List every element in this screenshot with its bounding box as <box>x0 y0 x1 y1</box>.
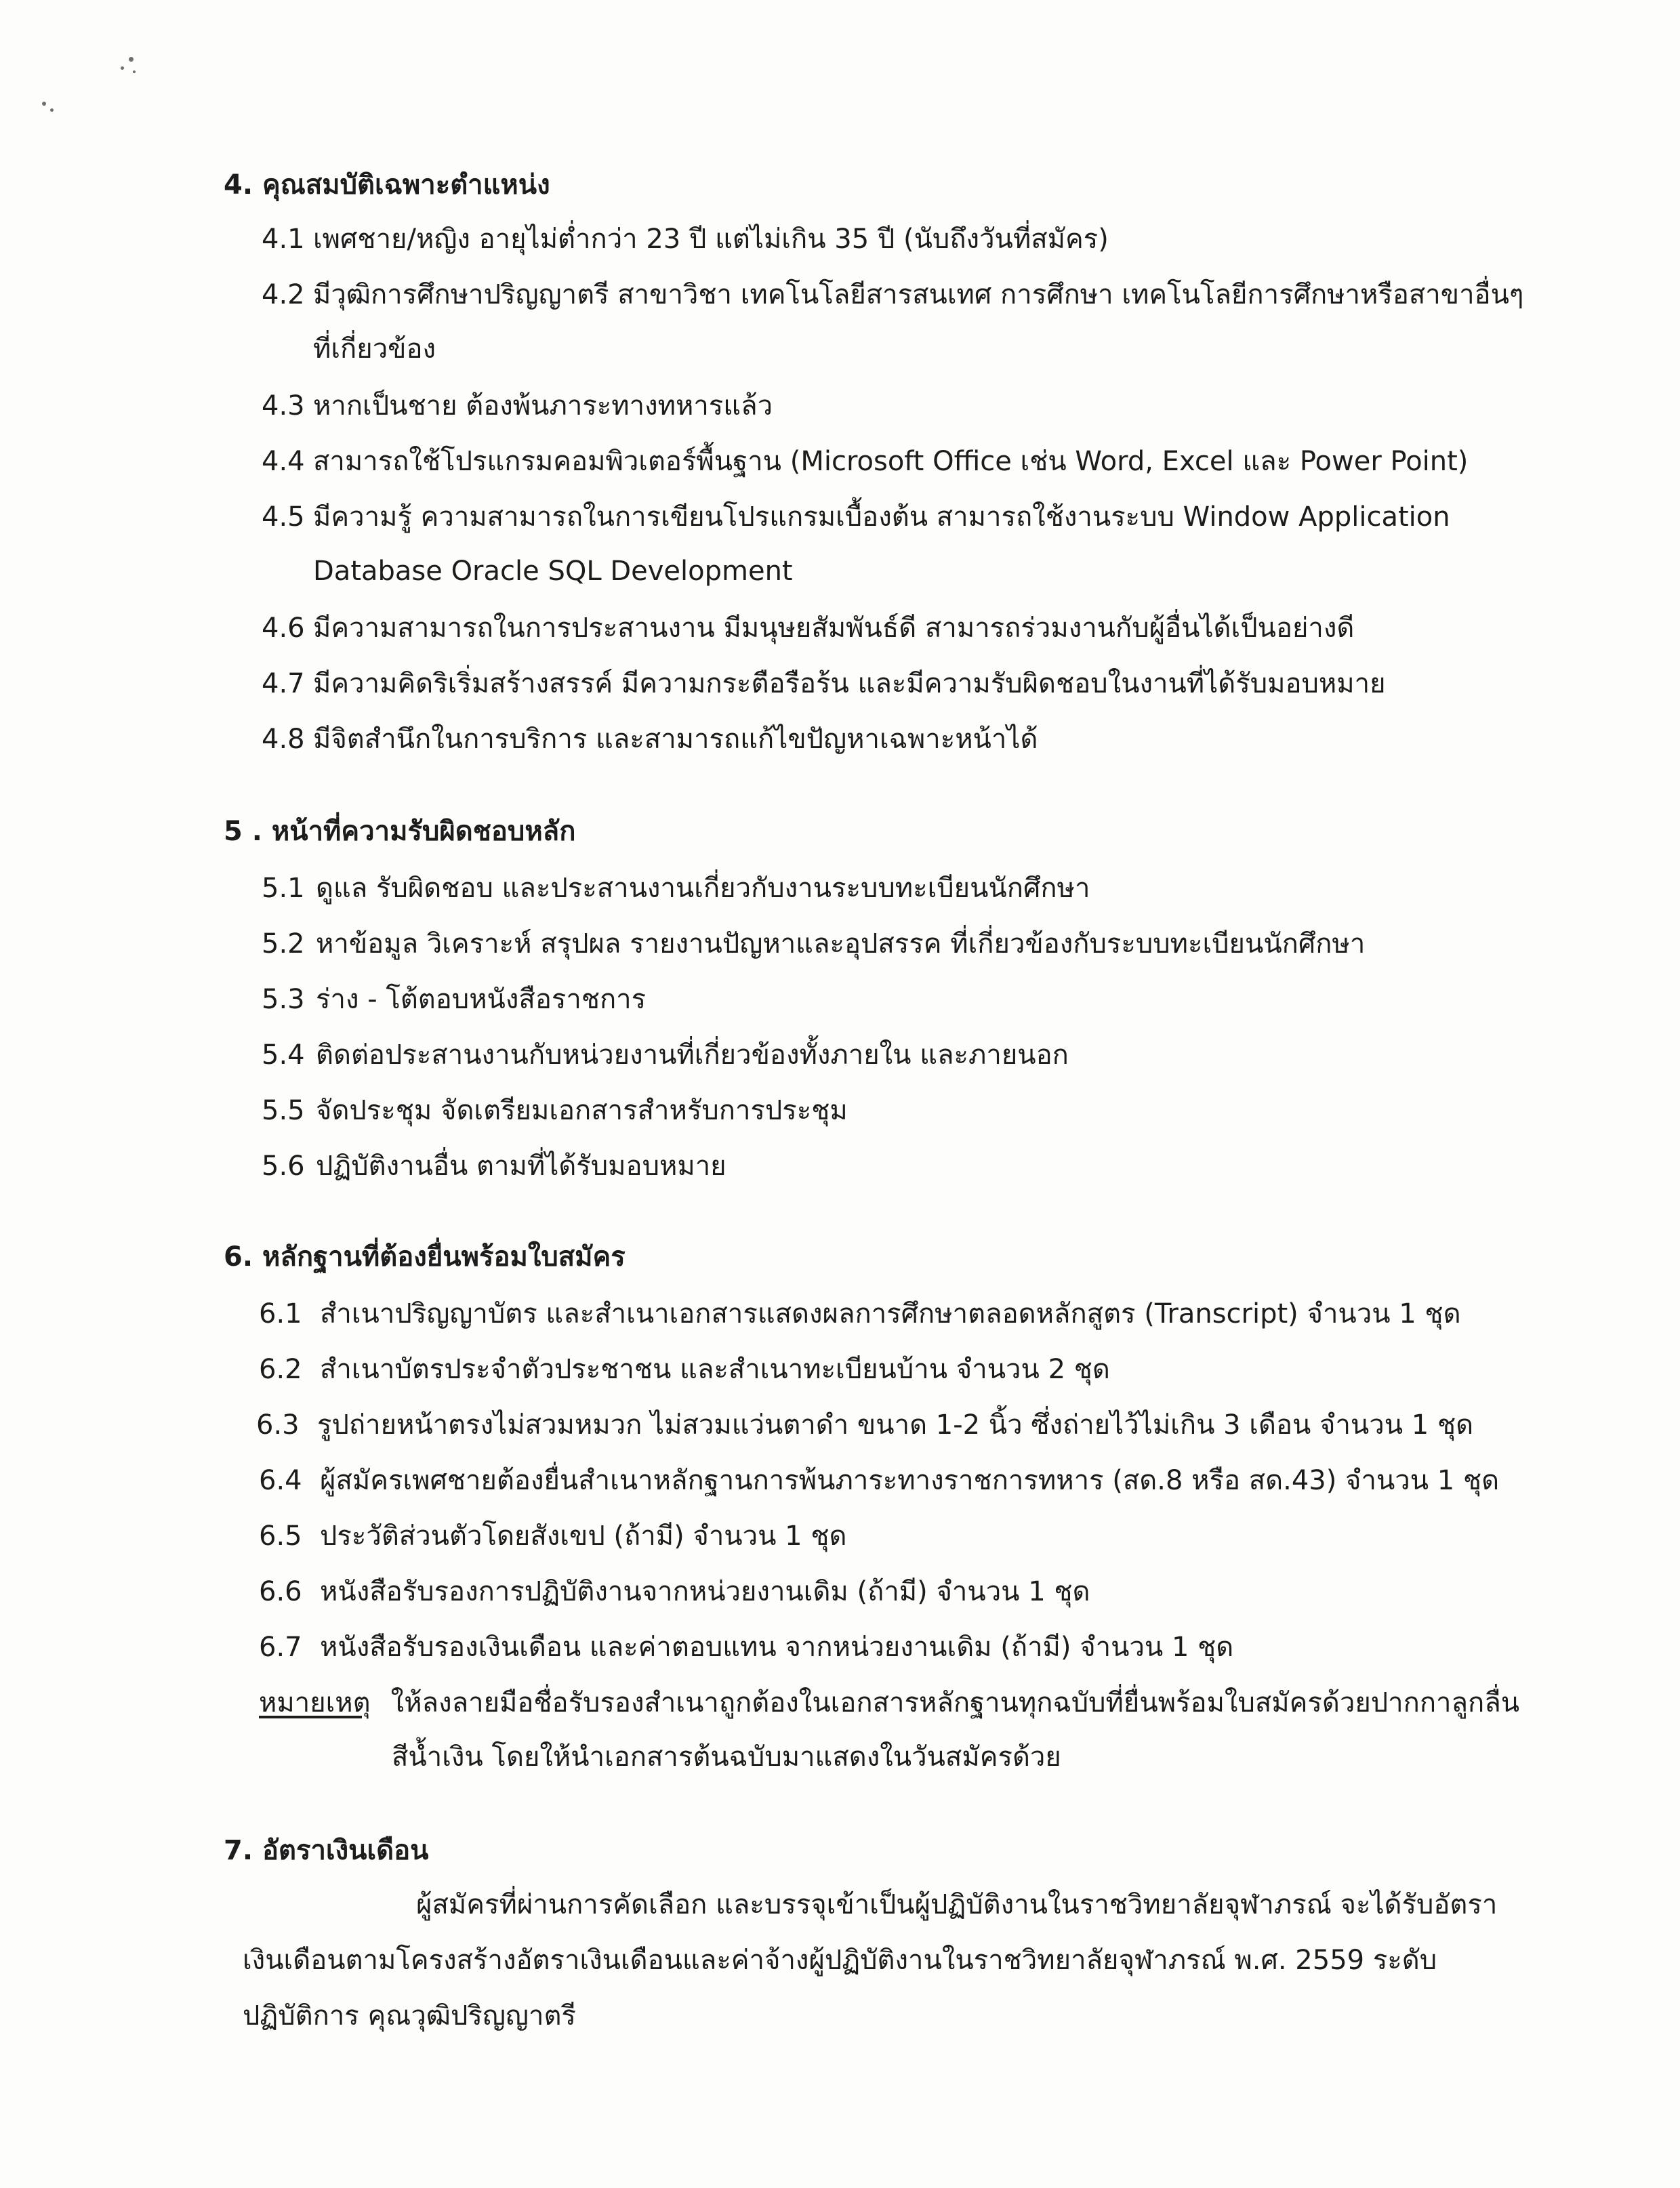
item-text: ประวัติส่วนตัวโดยสังเขป (ถ้ามี) จำนวน 1 ชุด <box>320 1521 847 1552</box>
item-4-8 <box>262 722 1038 756</box>
item-text: สำเนาปริญญาบัตร และสำเนาเอกสารแสดงผลการศึกษาตลอดหลักสูตร (Transcript) จำนวน 1 ชุด <box>320 1298 1461 1329</box>
item-number: 4.5 <box>262 501 305 533</box>
item-number: 4.6 <box>262 613 305 644</box>
note-label: หมายเหตุ <box>259 1687 371 1718</box>
item-number: 6.6 <box>259 1576 302 1607</box>
item-text: มีวุฒิการศึกษาปริญญาตรี สาขาวิชา เทคโนโลยีสารสนเทศ การศึกษา เทคโนโลยีการศึกษาหรือสาขาอื่นๆ <box>313 279 1524 310</box>
item-5-5 <box>262 1094 848 1128</box>
item-text: รูปถ่ายหน้าตรงไม่สวมหมวก ไม่สวมแว่นตาดำ ขนาด 1-2 นิ้ว ซึ่งถ่ายไว้ไม่เกิน 3 เดือน จำนวน 1 ชุด <box>317 1409 1474 1441</box>
item-4-5-continuation: Database Oracle SQL Development <box>313 556 793 587</box>
scan-speck <box>133 70 136 73</box>
item-text: มีความสามารถในการประสานงาน มีมนุษยสัมพันธ์ดี สามารถร่วมงานกับผู้อื่นได้เป็นอย่างดี <box>313 613 1355 644</box>
item-6-6 <box>259 1575 1090 1609</box>
item-number: 5.2 <box>262 928 305 959</box>
item-text: มีความรู้ ความสามารถในการเขียนโปรแกรมเบื้องต้น สามารถใช้งานระบบ Window Application <box>313 501 1450 533</box>
item-number: 6.3 <box>256 1409 300 1441</box>
item-text: ดูแล รับผิดชอบ และประสานงานเกี่ยวกับงานระบบทะเบียนนักศึกษา <box>316 873 1090 904</box>
item-4-2 <box>262 278 1523 312</box>
section-7-heading: 7. อัตราเงินเดือน <box>224 1835 429 1866</box>
item-6-4 <box>259 1464 1499 1498</box>
item-number: 5.1 <box>262 873 305 904</box>
item-number: 4.7 <box>262 668 305 699</box>
item-number: 4.1 <box>262 224 305 255</box>
item-number: 6.1 <box>259 1298 302 1329</box>
item-6-3 <box>256 1408 1473 1442</box>
section-4-heading: 4. คุณสมบัติเฉพาะตำแหน่ง <box>224 169 550 201</box>
item-6-2 <box>259 1353 1110 1386</box>
salary-paragraph-line-3: ปฏิบัติการ คุณวุฒิปริญญาตรี <box>243 2000 576 2031</box>
item-text: หนังสือรับรองเงินเดือน และค่าตอบแทน จากหน่วยงานเดิม (ถ้ามี) จำนวน 1 ชุด <box>320 1632 1234 1663</box>
item-number: 6.5 <box>259 1521 302 1552</box>
item-4-5 <box>262 500 1450 534</box>
item-number: 6.2 <box>259 1354 302 1385</box>
scan-speck <box>50 108 54 112</box>
note-line-2: สีน้ำเงิน โดยให้นำเอกสารต้นฉบับมาแสดงในวันสมัครด้วย <box>392 1741 1061 1773</box>
section-6-heading: 6. หลักฐานที่ต้องยื่นพร้อมใบสมัคร <box>224 1241 626 1273</box>
item-text: สามารถใช้โปรแกรมคอมพิวเตอร์พื้นฐาน (Microsoft Office เช่น Word, Excel และ Power Point) <box>313 446 1469 477</box>
item-text: หากเป็นชาย ต้องพ้นภาระทางทหารแล้ว <box>313 390 773 421</box>
item-text: มีความคิดริเริ่มสร้างสรรค์ มีความกระตือรือร้น และมีความรับผิดชอบในงานที่ได้รับมอบหมาย <box>313 668 1386 699</box>
item-5-3 <box>262 983 646 1016</box>
item-number: 5.6 <box>262 1151 305 1182</box>
item-4-6 <box>262 611 1354 645</box>
item-number: 5.4 <box>262 1039 305 1071</box>
item-text: ร่าง - โต้ตอบหนังสือราชการ <box>316 984 647 1015</box>
section-5-heading: 5 . หน้าที่ความรับผิดชอบหลัก <box>224 816 576 847</box>
item-text: เพศชาย/หญิง อายุไม่ต่ำกว่า 23 ปี แต่ไม่เกิน 35 ปี (นับถึงวันที่สมัคร) <box>313 224 1109 255</box>
item-text: ผู้สมัครเพศชายต้องยื่นสำเนาหลักฐานการพ้นภาระทางราชการทหาร (สด.8 หรือ สด.43) จำนวน 1 ชุด <box>320 1465 1500 1496</box>
item-number: 4.3 <box>262 390 305 421</box>
item-text: มีจิตสำนึกในการบริการ และสามารถแก้ไขปัญหาเฉพาะหน้าได้ <box>313 724 1038 755</box>
item-text: จัดประชุม จัดเตรียมเอกสารสำหรับการประชุม <box>316 1095 848 1126</box>
salary-paragraph-line-1: ผู้สมัครที่ผ่านการคัดเลือก และบรรจุเข้าเป็นผู้ปฏิบัติงานในราชวิทยาลัยจุฬาภรณ์ จะได้รับอัตรา <box>416 1889 1498 1920</box>
item-text: หาข้อมูล วิเคราะห์ สรุปผล รายงานปัญหาและอุปสรรค ที่เกี่ยวข้องกับระบบทะเบียนนักศึกษา <box>316 928 1366 959</box>
note-text: ให้ลงลายมือชื่อรับรองสำเนาถูกต้องในเอกสารหลักฐานทุกฉบับที่ยื่นพร้อมใบสมัครด้วยปากกาลูกลื่น <box>390 1687 1520 1718</box>
item-text: สำเนาบัตรประจำตัวประชาชน และสำเนาทะเบียนบ้าน จำนวน 2 ชุด <box>320 1354 1110 1385</box>
item-5-2 <box>262 927 1365 961</box>
item-text: ปฏิบัติงานอื่น ตามที่ได้รับมอบหมาย <box>316 1151 726 1182</box>
item-5-4 <box>262 1038 1069 1072</box>
item-4-3 <box>262 389 773 423</box>
item-4-1 <box>262 222 1109 256</box>
item-number: 6.7 <box>259 1632 302 1663</box>
item-text: ติดต่อประสานงานกับหน่วยงานที่เกี่ยวข้องทั้งภายใน และภายนอก <box>316 1039 1069 1071</box>
salary-paragraph-line-2: เงินเดือนตามโครงสร้างอัตราเงินเดือนและค่าจ้างผู้ปฏิบัติงานในราชวิทยาลัยจุฬาภรณ์ พ.ศ. 2559 ระดับ <box>243 1945 1437 1976</box>
item-number: 4.4 <box>262 446 305 477</box>
item-text: หนังสือรับรองการปฏิบัติงานจากหน่วยงานเดิม (ถ้ามี) จำนวน 1 ชุด <box>320 1576 1090 1607</box>
scan-speck <box>42 102 46 106</box>
item-6-1 <box>259 1297 1461 1331</box>
item-number: 4.2 <box>262 279 305 310</box>
item-6-7 <box>259 1630 1233 1664</box>
item-number: 5.5 <box>262 1095 305 1126</box>
item-6-5 <box>259 1519 846 1553</box>
scan-speck <box>129 57 134 62</box>
item-4-2-continuation: ที่เกี่ยวข้อง <box>313 333 436 365</box>
item-4-4 <box>262 445 1468 478</box>
item-4-7 <box>262 667 1386 701</box>
item-5-1 <box>262 871 1090 905</box>
note-line-1 <box>259 1686 1519 1720</box>
item-5-6 <box>262 1149 726 1183</box>
scan-speck <box>121 66 124 70</box>
item-number: 6.4 <box>259 1465 302 1496</box>
item-number: 4.8 <box>262 724 305 755</box>
item-number: 5.3 <box>262 984 305 1015</box>
